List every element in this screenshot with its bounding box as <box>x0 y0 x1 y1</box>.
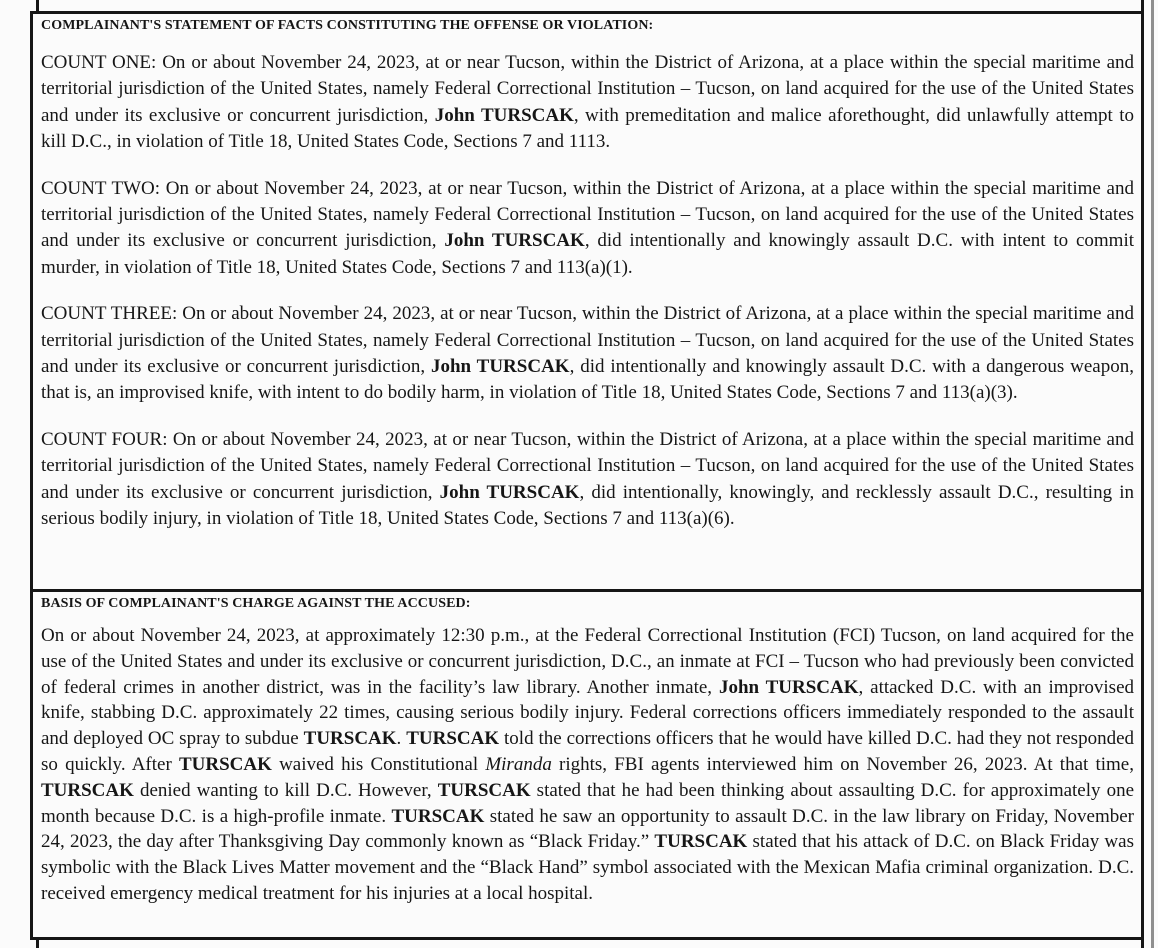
basis-section <box>33 592 1141 934</box>
page-right-border-stub-bottom <box>1141 940 1144 948</box>
next-section-border-stub <box>36 940 39 948</box>
count-one-paragraph: COUNT ONE: On or about November 24, 2023, at or near Tucson, within the District of Arizona, at a place within the special maritime and territorial jurisdiction of the United States, namely Federal Correctional Institution – Tucson, on land acquired for the use of the United States and under its exclusive or concurrent jurisdiction, John TURSCAK, with premeditation and malice aforethought, did unlawfully attempt to kill D.C., in violation of Title 18, United States Code, Sections 7 and 1113. <box>41 52 1134 153</box>
page-right-border-stub-top <box>1141 0 1144 11</box>
statement-section <box>33 14 1141 592</box>
form-box <box>30 11 1144 940</box>
statement-caption: COMPLAINANT'S STATEMENT OF FACTS CONSTITUTING THE OFFENSE OR VIOLATION: <box>41 18 654 33</box>
count-four-paragraph: COUNT FOUR: On or about November 24, 2023, at or near Tucson, within the District of Arizona, at a place within the special maritime and territorial jurisdiction of the United States, namely Federal Correctional Institution – Tucson, on land acquired for the use of the United States and under its exclusive or concurrent jurisdiction, John TURSCAK, did intentionally, knowingly, and recklessly assault D.C., resulting in serious bodily injury, in violation of Title 18, United States Code, Sections 7 and 113(a)(6). <box>41 428 1134 530</box>
count-two-paragraph: COUNT TWO: On or about November 24, 2023, at or near Tucson, within the District of Arizona, at a place within the special maritime and territorial jurisdiction of the United States, namely Federal Correctional Institution – Tucson, on land acquired for the use of the United States and under its exclusive or concurrent jurisdiction, John TURSCAK, did intentionally and knowingly assault D.C. with intent to commit murder, in violation of Title 18, United States Code, Sections 7 and 113(a)(1). <box>41 177 1134 278</box>
basis-caption: BASIS OF COMPLAINANT'S CHARGE AGAINST THE ACCUSED: <box>41 596 471 611</box>
prior-section-border-stub <box>36 0 39 11</box>
basis-paragraph: On or about November 24, 2023, at approximately 12:30 p.m., at the Federal Correctional Institution (FCI) Tucson, on land acquired for the use of the United States and under its exclusive or concurrent jurisdiction, D.C., an inmate at FCI – Tucson who had previously been convicted of federal crimes in another district, was in the facility’s law library. Another inmate, John TURSCAK, attacked D.C. with an improvised knife, stabbing D.C. approximately 22 times, causing serious bodily injury. Federal corrections officers immediately responded to the assault and deployed OC spray to subdue TURSCAK. TURSCAK told the corrections officers that he would have killed D.C. had they not responded so quickly. After TURSCAK waived his Constitutional Miranda rights, FBI agents interviewed him on November 26, 2023. At that time, TURSCAK denied wanting to kill D.C. However, TURSCAK stated that he had been thinking about assaulting D.C. for approximately one month because D.C. is a high-profile inmate. TURSCAK stated he saw an opportunity to assault D.C. in the law library on Friday, November 24, 2023, the day after Thanksgiving Day commonly known as “Black Friday.” TURSCAK stated that his attack of D.C. on Black Friday was symbolic with the Black Lives Matter movement and the “Black Hand” symbol associated with the Mexican Mafia criminal organization. D.C. received emergency medical treatment for his injuries at a local hospital. <box>41 625 1135 904</box>
scanner-edge-artifact <box>1151 0 1154 948</box>
count-three-paragraph: COUNT THREE: On or about November 24, 2023, at or near Tucson, within the District of Arizona, at a place within the special maritime and territorial jurisdiction of the United States, namely Federal Correctional Institution – Tucson, on land acquired for the use of the United States and under its exclusive or concurrent jurisdiction, John TURSCAK, did intentionally and knowingly assault D.C. with a dangerous weapon, that is, an improvised knife, with intent to do bodily harm, in violation of Title 18, United States Code, Sections 7 and 113(a)(3). <box>41 303 1134 404</box>
